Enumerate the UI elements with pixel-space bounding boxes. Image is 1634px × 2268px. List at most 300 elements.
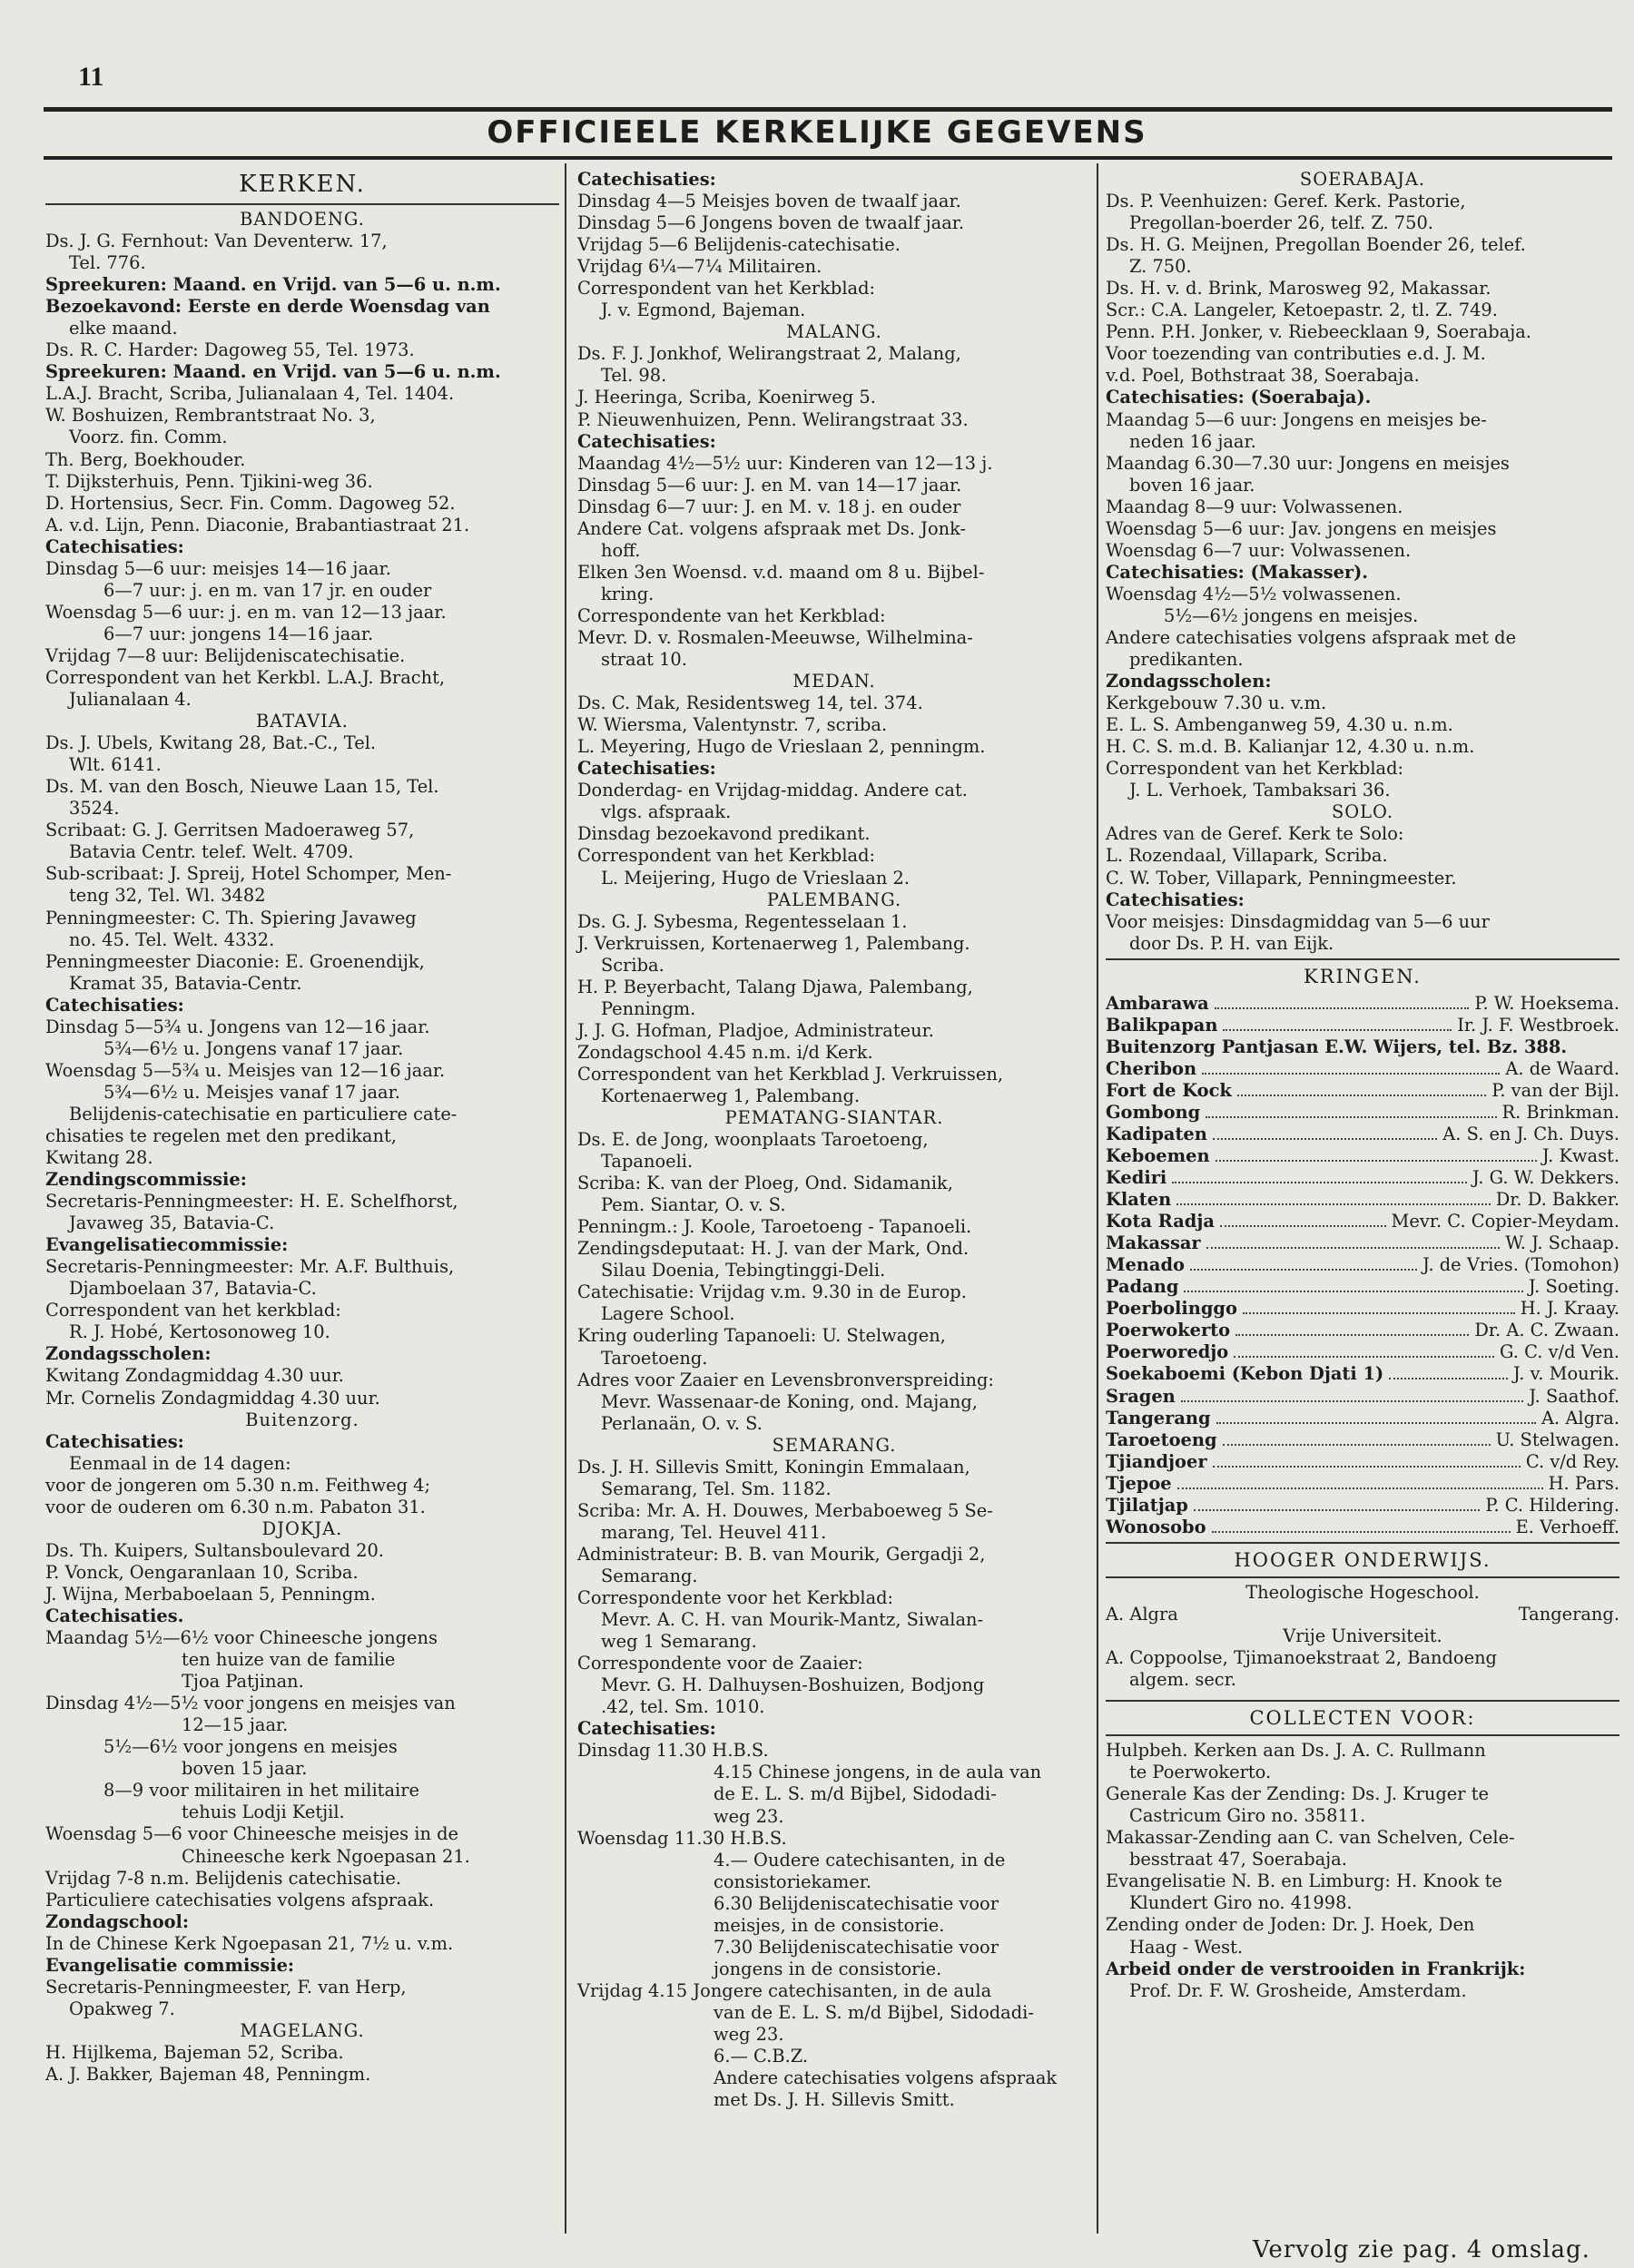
entry-line: Andere catechisaties volgens afspraak met de [1106, 626, 1517, 648]
vrije-entry-role: algem. secr. [1129, 1669, 1236, 1691]
entry-continuation: Eenmaal in de 14 dagen: [69, 1452, 291, 1474]
hooger-subtitle: Theologische Hogeschool. [1245, 1581, 1480, 1603]
subheading: Bezoekavond: Eerste en derde Woensdag van [45, 296, 490, 318]
entry-line: Dinsdag 5—6 uur: J. en M. van 14—17 jaar. [577, 474, 962, 496]
entry-line: Catechisatie: Vrijdag v.m. 9.30 in de Europ. [577, 1281, 967, 1303]
section-rule [1106, 1576, 1619, 1578]
kring-entry [1106, 1473, 1619, 1495]
kring-contact: H. J. Kraay. [1520, 1298, 1619, 1320]
subheading: Catechisaties: (Makasser). [1106, 561, 1369, 583]
place-heading: MEDAN. [792, 671, 876, 692]
entry-continuation: 12—15 jaar. [182, 1714, 289, 1736]
entry-line: Ds. P. Veenhuizen: Geref. Kerk. Pastorie, [1106, 191, 1466, 212]
kring-contact: U. Stelwagen. [1495, 1429, 1619, 1450]
subheading: Catechisaties: [577, 758, 716, 780]
kring-place: Tjiandjoer [1106, 1450, 1207, 1472]
kring-entry [1106, 1254, 1619, 1276]
entry-line: Evangelisatie N. B. en Limburg: H. Knook te [1106, 1870, 1502, 1892]
kring-place: Tjepoe [1106, 1472, 1172, 1494]
entry-line: Woensdag 5—6 voor Chineesche meisjes in de [45, 1823, 458, 1845]
entry-continuation: Voorz. fin. Comm. [69, 427, 228, 448]
entry-continuation: weg 1 Semarang. [601, 1631, 757, 1653]
entry-line: Correspondent van het Kerkbl. L.A.J. Bracht, [45, 666, 446, 688]
leader-dots [1206, 1247, 1501, 1249]
entry-continuation: Semarang. [601, 1566, 698, 1586]
entry-continuation: 6.— C.B.Z. [714, 2046, 809, 2067]
leader-dots [1235, 1334, 1469, 1336]
entry-continuation: predikanten. [1129, 649, 1244, 671]
kring-place: Sragen [1106, 1385, 1176, 1407]
subheading: Zendingscommissie: [45, 1169, 247, 1191]
kerken-listing [45, 209, 559, 2086]
subheading: Catechisaties: [577, 169, 716, 190]
entry-continuation: Castricum Giro no. 35811. [1129, 1805, 1366, 1827]
entry-continuation: elke maand. [69, 318, 178, 339]
entry-continuation: vlgs. afspraak. [601, 801, 732, 823]
entry-continuation: Julianalaan 4. [69, 689, 192, 711]
section-rule [45, 203, 559, 205]
entry-continuation: R. J. Hobé, Kertosonoweg 10. [69, 1321, 330, 1343]
leader-dots [1194, 1509, 1481, 1511]
kring-place: Poerwokerto [1106, 1320, 1231, 1341]
kring-entry [1106, 1058, 1619, 1080]
kring-place: Wonosobo [1106, 1516, 1206, 1537]
kring-entry [1106, 1451, 1619, 1473]
entry-continuation: Andere catechisaties volgens afspraak [714, 2067, 1058, 2089]
section-rule [1106, 958, 1619, 960]
entry-line: L. Meyering, Hugo de Vrieslaan 2, penningm. [577, 736, 986, 758]
entry-line: Correspondent van het Kerkblad: [577, 845, 876, 867]
leader-dots [1181, 1400, 1524, 1402]
entry-continuation: Opakweg 7. [69, 1998, 175, 2019]
entry-line: Dinsdag bezoekavond predikant. [577, 823, 871, 845]
entry-line: Kring ouderling Tapanoeli: U. Stelwagen, [577, 1325, 946, 1347]
leader-dots [1234, 1356, 1494, 1358]
entry-line: C. W. Tober, Villapark, Penningmeester. [1106, 867, 1457, 889]
column-divider [1097, 163, 1098, 2234]
entry-line: Vrijdag 7-8 n.m. Belijdenis catechisatie. [45, 1867, 402, 1889]
entry-line: Maandag 5—6 uur: Jongens en meisjes be- [1106, 408, 1487, 430]
entry-line: Correspondente van het Kerkblad: [577, 604, 886, 626]
entry-continuation: J. v. Egmond, Bajeman. [601, 299, 806, 321]
kring-entry [1106, 1408, 1619, 1429]
kring-contact: W. J. Schaap. [1505, 1232, 1619, 1254]
subheading: Zondagsscholen: [45, 1343, 212, 1365]
entry-continuation: Taroetoeng. [601, 1347, 708, 1369]
entry-line: Mevr. D. v. Rosmalen-Meeuwse, Wilhelmina- [577, 626, 973, 648]
masthead-title: OFFICIEELE KERKELIJKE GEGEVENS [487, 114, 1147, 151]
entry-continuation: 3524. [69, 798, 120, 820]
entry-line: Generale Kas der Zending: Ds. J. Kruger te [1106, 1783, 1489, 1805]
entry-continuation: weg 23. [714, 2023, 784, 2045]
kring-entry [1106, 1015, 1619, 1036]
kring-place: Balikpapan [1106, 1014, 1218, 1036]
kring-entry [1106, 1080, 1619, 1102]
entry-line: Penn. P.H. Jonker, v. Riebeecklaan 9, Soerabaja. [1106, 321, 1531, 343]
kring-contact: Ir. J. F. Westbroek. [1457, 1014, 1619, 1036]
entry-line: A. v.d. Lijn, Penn. Diaconie, Brabantiastraat 21. [45, 514, 470, 535]
entry-line: T. Dijksterhuis, Penn. Tjikini-weg 36. [45, 470, 373, 492]
entry-continuation: Tapanoeli. [601, 1151, 694, 1173]
leader-dots [1176, 1203, 1491, 1205]
kring-entry [1106, 1363, 1619, 1385]
subheading: Catechisaties: [45, 535, 184, 557]
entry-line: Andere Cat. volgens afspraak met Ds. Jonk- [577, 517, 967, 539]
entry-continuation: Klundert Giro no. 41998. [1129, 1892, 1353, 1914]
entry-line: Vrijdag 5—6 Belijdenis-catechisatie. [577, 234, 901, 256]
entry-continuation: 5½—6½ voor jongens en meisjes [103, 1736, 398, 1758]
entry-continuation: Z. 750. [1129, 256, 1192, 278]
kring-place: Buitenzorg Pantjasan E.W. Wijers, tel. Bz. 388. [1106, 1036, 1568, 1057]
entry-continuation: Semarang, Tel. Sm. 1182. [601, 1478, 832, 1499]
hooger-entry [1106, 1604, 1619, 1625]
entry-continuation: jongens in de consistorie. [714, 1958, 942, 1979]
entry-line: Correspondent van het kerkblad: [45, 1300, 341, 1321]
kring-entry [1106, 1320, 1619, 1341]
entry-continuation: Lagere School. [601, 1303, 735, 1325]
kring-place: Fort de Kock [1106, 1079, 1232, 1101]
leader-dots [1389, 1378, 1508, 1379]
entry-line: chisaties te regelen met den predikant, [45, 1124, 397, 1146]
entry-line: Donderdag- en Vrijdag-middag. Andere cat. [577, 780, 968, 801]
kring-place: Kediri [1106, 1167, 1167, 1189]
entry-line: Dinsdag 4—5 Meisjes boven de twaalf jaar. [577, 191, 961, 212]
entry-line: H. C. S. m.d. B. Kalianjar 12, 4.30 u. n.m. [1106, 736, 1475, 758]
entry-line: P. Vonck, Oengaranlaan 10, Scriba. [45, 1561, 359, 1583]
entry-line: Sub-scribaat: J. Spreij, Hotel Schomper, Men- [45, 863, 452, 885]
entry-line: Scriba: Mr. A. H. Douwes, Merbaboeweg 5 Se- [577, 1499, 993, 1521]
kring-contact: H. Pars. [1548, 1472, 1619, 1494]
kring-entry [1106, 1145, 1619, 1167]
kring-contact: J. Saathof. [1529, 1385, 1619, 1407]
kring-contact: J. G. W. Dekkers. [1472, 1167, 1619, 1189]
kring-place: Kota Radja [1106, 1211, 1215, 1232]
entry-line: Woensdag 5—6 uur: j. en m. van 12—13 jaar. [45, 601, 447, 623]
entry-continuation: teng 32, Tel. Wl. 3482 [69, 885, 266, 907]
entry-line: L. Rozendaal, Villapark, Scriba. [1106, 845, 1388, 867]
entry-continuation: Batavia Centr. telef. Welt. 4709. [69, 841, 354, 863]
entry-continuation: no. 45. Tel. Welt. 4332. [69, 928, 275, 950]
entry-line: Correspondent van het Kerkblad J. Verkruissen, [577, 1063, 1003, 1085]
leader-dots [1190, 1269, 1417, 1271]
leader-dots [1202, 1073, 1500, 1075]
entry-continuation: neden 16 jaar. [1129, 430, 1256, 452]
kring-contact: G. C. v/d Ven. [1499, 1341, 1619, 1363]
entry-continuation: Tel. 776. [69, 252, 146, 274]
entry-continuation: 5¾—6½ u. Meisjes vanaf 17 jaar. [103, 1081, 400, 1103]
entry-continuation: Kortenaerweg 1, Palembang. [601, 1085, 861, 1106]
entry-continuation: 5¾—6½ u. Jongens vanaf 17 jaar. [103, 1037, 404, 1059]
subheading: Spreekuren: Maand. en Vrijd. van 5—6 u. n.m. [45, 361, 501, 383]
entry-continuation: weg 23. [714, 1805, 784, 1827]
entry-continuation: de E. L. S. m/d Bijbel, Sidodadi- [714, 1783, 997, 1805]
entry-line: Vrijdag 4.15 Jongere catechisanten, in de aula [577, 1979, 992, 2001]
entry-line: J. J. G. Hofman, Pladjoe, Administrateur. [577, 1019, 934, 1041]
leader-dots [1213, 1138, 1437, 1140]
leader-dots [1177, 1487, 1543, 1489]
entry-continuation: Kramat 35, Batavia-Centr. [69, 972, 302, 994]
section-title-kerken: KERKEN. [239, 171, 366, 198]
kring-place: Poerworedjo [1106, 1341, 1229, 1363]
entry-continuation: Belijdenis-catechisatie en particuliere cate- [69, 1103, 458, 1124]
entry-line: Dinsdag 4½—5½ voor jongens en meisjes van [45, 1693, 456, 1714]
continued-note: Vervolg zie pag. 4 omslag. [1253, 2236, 1590, 2263]
entry-line: Voor meisjes: Dinsdagmiddag van 5—6 uur [1106, 910, 1490, 932]
entry-line: Mr. Cornelis Zondagmiddag 4.30 uur. [45, 1387, 380, 1409]
subheading: Catechisaties. [45, 1605, 184, 1626]
entry-line: Adres voor Zaaier en Levensbronverspreiding: [577, 1369, 994, 1390]
kring-entry [1106, 1386, 1619, 1408]
collecten-list [1106, 1740, 1619, 2002]
entry-continuation: Perlanaän, O. v. S. [601, 1412, 763, 1434]
subheading: Catechisaties: [1106, 889, 1245, 910]
entry-line: Ds. H. v. d. Brink, Marosweg 92, Makassar. [1106, 278, 1491, 299]
kring-contact: P. C. Hildering. [1485, 1494, 1619, 1516]
kring-contact: J. Kwast. [1541, 1145, 1619, 1167]
entry-line: A. J. Bakker, Bajeman 48, Penningm. [45, 2063, 371, 2085]
column-right [1106, 169, 1619, 2002]
entry-line: Correspondent van het Kerkblad: [577, 278, 876, 299]
place-heading: BATAVIA. [256, 711, 349, 732]
leader-dots [1220, 1225, 1386, 1227]
leader-dots [1213, 1466, 1521, 1468]
entry-line: Maandag 6.30—7.30 uur: Jongens en meisjes [1106, 452, 1510, 474]
kring-place: Tjilatjap [1106, 1494, 1188, 1516]
entry-line: Hulpbeh. Kerken aan Ds. J. A. C. Rullmann [1106, 1740, 1486, 1762]
entry-line: Ds. J. G. Fernhout: Van Deventerw. 17, [45, 231, 388, 252]
entry-line: J. Verkruissen, Kortenaerweg 1, Palembang. [577, 932, 970, 954]
entry-line: D. Hortensius, Secr. Fin. Comm. Dagoweg 52. [45, 492, 456, 514]
kring-contact: C. v/d Rey. [1525, 1450, 1619, 1472]
leader-dots [1223, 1444, 1491, 1446]
leader-dots [1212, 1531, 1511, 1533]
subheading: Catechisaties: [45, 1430, 184, 1452]
place-heading: SOLO. [1332, 801, 1393, 823]
subheading: Zondagschool: [45, 1910, 190, 1932]
kring-place: Ambarawa [1106, 992, 1209, 1014]
entry-line: Voor toezending van contributies e.d. J. M. [1106, 343, 1486, 365]
entry-continuation: 4.— Oudere catechisanten, in de [714, 1849, 1006, 1870]
kring-contact: Dr. D. Bakker. [1495, 1189, 1619, 1211]
subheading: Catechisaties: [45, 994, 184, 1016]
kring-entry [1106, 1517, 1619, 1538]
masthead-rule-bottom [44, 156, 1612, 160]
entry-line: Woensdag 4½—5½ volwassenen. [1106, 583, 1402, 604]
place-heading: BANDOENG. [240, 209, 365, 230]
entry-line: W. Wiersma, Valentynstr. 7, scriba. [577, 714, 888, 736]
entry-continuation: meisjes, in de consistorie. [714, 1914, 945, 1936]
church-listing [577, 169, 1091, 2111]
soerabaja-listing [1106, 169, 1619, 955]
entry-line: Maandag 4½—5½ uur: Kinderen van 12—13 j. [577, 452, 993, 474]
entry-continuation: Javaweg 35, Batavia-C. [69, 1213, 275, 1234]
entry-line: Woensdag 11.30 H.B.S. [577, 1827, 787, 1849]
entry-line: Administrateur: B. B. van Mourik, Gergadji 2, [577, 1543, 986, 1565]
kring-contact: R. Brinkman. [1501, 1101, 1619, 1123]
place-heading: SEMARANG. [772, 1434, 897, 1456]
kring-contact: Dr. A. C. Zwaan. [1474, 1320, 1619, 1341]
kring-entry [1106, 1276, 1619, 1298]
entry-continuation: Pem. Siantar, O. v. S. [601, 1194, 786, 1216]
kring-place: Makassar [1106, 1232, 1201, 1254]
entry-continuation: Penningm. [601, 997, 696, 1019]
entry-line: Vrijdag 6¼—7¼ Militairen. [577, 256, 822, 278]
entry-line: Scriba: K. van der Ploeg, Ond. Sidamanik, [577, 1173, 953, 1194]
entry-line: Makassar-Zending aan C. van Schelven, Cele- [1106, 1827, 1515, 1849]
entry-line: Ds. J. Ubels, Kwitang 28, Bat.-C., Tel. [45, 732, 377, 754]
entry-continuation: .42, tel. Sm. 1010. [601, 1696, 765, 1718]
entry-line: Dinsdag 5—6 Jongens boven de twaalf jaar. [577, 212, 965, 234]
entry-line: Ds. J. H. Sillevis Smitt, Koningin Emmalaan, [577, 1456, 970, 1478]
entry-line: P. Nieuwenhuizen, Penn. Welirangstraat 33. [577, 408, 969, 430]
kring-entry [1106, 1341, 1619, 1363]
entry-line: Vrijdag 7—8 uur: Belijdeniscatechisatie. [45, 644, 406, 666]
entry-line: Correspondente voor het Kerkblad: [577, 1587, 894, 1609]
kring-entry [1106, 1167, 1619, 1189]
entry-continuation: Prof. Dr. F. W. Grosheide, Amsterdam. [1129, 1979, 1467, 2001]
entry-line: Dinsdag 6—7 uur: J. en M. v. 18 j. en ouder [577, 496, 961, 517]
kring-entry [1106, 1124, 1619, 1145]
entry-continuation: met Ds. J. H. Sillevis Smitt. [714, 2089, 955, 2111]
place-heading: MAGELANG. [240, 2019, 365, 2041]
entry-continuation: Djamboelaan 37, Batavia-C. [69, 1278, 317, 1300]
entry-line: voor de ouderen om 6.30 n.m. Pabaton 31. [45, 1496, 426, 1517]
section-title-hooger-onderwijs: HOOGER ONDERWIJS. [1234, 1548, 1491, 1571]
kring-place: Cheribon [1106, 1057, 1197, 1079]
subheading: Catechisaties: [577, 1718, 716, 1740]
subheading: Catechisaties: (Soerabaja). [1106, 387, 1372, 408]
entry-continuation: door Ds. P. H. van Eijk. [1129, 932, 1334, 954]
entry-line: Dinsdag 5—5¾ u. Jongens van 12—16 jaar. [45, 1016, 430, 1037]
entry-line: Th. Berg, Boekhouder. [45, 448, 246, 470]
kring-contact: Mevr. C. Copier-Meydam. [1391, 1211, 1619, 1232]
subheading: Catechisaties: [577, 430, 716, 452]
entry-continuation: Scriba. [601, 954, 664, 976]
kring-contact: E. Verhoeff. [1515, 1516, 1619, 1537]
kring-entry [1106, 1232, 1619, 1254]
kring-place: Gombong [1106, 1101, 1201, 1123]
entry-continuation: Haag - West. [1129, 1936, 1244, 1958]
entry-continuation: kring. [601, 583, 655, 604]
entry-line: L.A.J. Bracht, Scriba, Julianalaan 4, Tel. 1404. [45, 383, 455, 405]
hooger-entry-place: Tangerang. [1518, 1603, 1619, 1625]
kring-contact: P. van der Bijl. [1491, 1079, 1619, 1101]
column-left [45, 169, 559, 2086]
entry-line: Particuliere catechisaties volgens afspraak. [45, 1889, 435, 1910]
entry-continuation: boven 16 jaar. [1129, 474, 1255, 496]
entry-continuation: marang, Tel. Heuvel 411. [601, 1521, 827, 1543]
vrije-entry: A. Coppoolse, Tjimanoekstraat 2, Bandoeng [1106, 1647, 1497, 1668]
entry-line: Correspondent van het Kerkblad: [1106, 758, 1404, 780]
kring-entry [1106, 1102, 1619, 1124]
section-rule [1106, 1542, 1619, 1544]
place-heading: PEMATANG-SIANTAR. [724, 1107, 944, 1129]
hooger-entry-name: A. Algra [1106, 1603, 1178, 1625]
entry-line: Ds. F. J. Jonkhof, Welirangstraat 2, Malang, [577, 343, 961, 365]
kringen-list [1106, 993, 1619, 1538]
entry-line: Dinsdag 5—6 uur: meisjes 14—16 jaar. [45, 557, 391, 579]
entry-continuation: Mevr. A. C. H. van Mourik-Mantz, Siwalan- [601, 1609, 984, 1631]
entry-line: Secretaris-Penningmeester: Mr. A.F. Bulthuis, [45, 1256, 455, 1278]
kring-place: Tangerang [1106, 1407, 1211, 1429]
vrije-universiteit: Vrije Universiteit. [1283, 1625, 1442, 1646]
entry-line: Secretaris-Penningmeester: H. E. Schelfhorst, [45, 1191, 458, 1213]
entry-line: Zending onder de Joden: Dr. J. Hoek, Den [1106, 1914, 1475, 1936]
entry-line: Ds. C. Mak, Residentsweg 14, tel. 374. [577, 692, 923, 714]
kring-place: Klaten [1106, 1189, 1172, 1211]
entry-continuation: Tel. 98. [601, 365, 667, 387]
entry-line: Zendingsdeputaat: H. J. van der Mark, Ond. [577, 1238, 970, 1260]
subheading: Zondagsscholen: [1106, 671, 1272, 692]
entry-line: Ds. E. de Jong, woonplaats Taroetoeng, [577, 1129, 929, 1151]
subheading: Evangelisatiecommissie: [45, 1234, 289, 1256]
kring-contact: A. S. en J. Ch. Duys. [1442, 1123, 1619, 1144]
kring-place: Menado [1106, 1254, 1185, 1276]
entry-continuation: Silau Doenia, Tebingtinggi-Deli. [601, 1260, 886, 1281]
kring-place: Soekaboemi (Kebon Djati 1) [1106, 1363, 1384, 1385]
entry-line: Adres van de Geref. Kerk te Solo: [1106, 823, 1404, 845]
kring-place: Keboemen [1106, 1145, 1210, 1167]
subheading: Arbeid onder de verstrooiden in Frankrijk: [1106, 1958, 1526, 1979]
entry-line: Ds. G. J. Sybesma, Regentesselaan 1. [577, 910, 908, 932]
column-middle [577, 169, 1091, 2111]
entry-continuation: 5½—6½ jongens en meisjes. [1164, 604, 1419, 626]
kring-contact: J. v. Mourik. [1513, 1363, 1619, 1385]
section-title-collecten: COLLECTEN VOOR: [1249, 1707, 1476, 1730]
entry-line: Zondagschool 4.45 n.m. i/d Kerk. [577, 1041, 873, 1063]
leader-dots [1172, 1182, 1467, 1183]
column-divider [565, 163, 566, 2234]
entry-line: Scr.: C.A. Langeler, Ketoepastr. 2, tl. Z. 749. [1106, 299, 1498, 321]
entry-line: Ds. Th. Kuipers, Sultansboulevard 20. [45, 1539, 384, 1561]
entry-continuation: J. L. Verhoek, Tambaksari 36. [1129, 780, 1391, 801]
entry-line: Dinsdag 11.30 H.B.S. [577, 1740, 769, 1762]
entry-continuation: 4.15 Chinese jongens, in de aula van [714, 1762, 1042, 1783]
entry-line: Penningmeester Diaconie: E. Groenendijk, [45, 950, 425, 972]
entry-line: W. Boshuizen, Rembrantstraat No. 3, [45, 405, 376, 427]
entry-line: Ds. R. C. Harder: Dagoweg 55, Tel. 1973. [45, 339, 415, 361]
kring-entry [1106, 1211, 1619, 1232]
entry-line: Kwitang Zondagmiddag 4.30 uur. [45, 1365, 344, 1387]
entry-continuation: Mevr. G. H. Dalhuysen-Boshuizen, Bodjong [601, 1674, 985, 1696]
kring-place: Poerbolinggo [1106, 1298, 1237, 1320]
kring-contact: J. de Vries. (Tomohon) [1422, 1254, 1619, 1276]
kring-entry [1106, 993, 1619, 1015]
leader-dots [1237, 1095, 1486, 1096]
subheading: Spreekuren: Maand. en Vrijd. van 5—6 u. n.m. [45, 274, 501, 296]
section-rule [1106, 1700, 1619, 1702]
entry-continuation: 7.30 Belijdeniscatechisatie voor [714, 1936, 999, 1958]
kring-contact: J. Soeting. [1528, 1276, 1619, 1298]
kring-place: Taroetoeng [1106, 1429, 1217, 1450]
leader-dots [1223, 1029, 1452, 1031]
entry-line: Kwitang 28. [45, 1147, 153, 1169]
entry-continuation: 6—7 uur: j. en m. van 17 jr. en ouder [103, 579, 432, 601]
section-title-kringen: KRINGEN. [1304, 965, 1422, 987]
entry-line: H. Hijlkema, Bajeman 52, Scriba. [45, 2041, 344, 2063]
leader-dots [1215, 1007, 1470, 1009]
kring-entry [1106, 1429, 1619, 1451]
entry-continuation: consistoriekamer. [714, 1870, 872, 1892]
entry-line: Woensdag 6—7 uur: Volwassenen. [1106, 539, 1412, 561]
section-rule [1106, 1734, 1619, 1736]
entry-line: E. L. S. Ambenganweg 59, 4.30 u. n.m. [1106, 714, 1453, 736]
entry-line: J. Heeringa, Scriba, Koenirweg 5. [577, 387, 876, 408]
leader-dots [1216, 1422, 1536, 1424]
entry-line: Secretaris-Penningmeester, F. van Herp, [45, 1976, 407, 1998]
entry-line: Ds. H. G. Meijnen, Pregollan Boender 26, telef. [1106, 234, 1526, 256]
entry-line: voor de jongeren om 5.30 n.m. Feithweg 4; [45, 1474, 431, 1496]
